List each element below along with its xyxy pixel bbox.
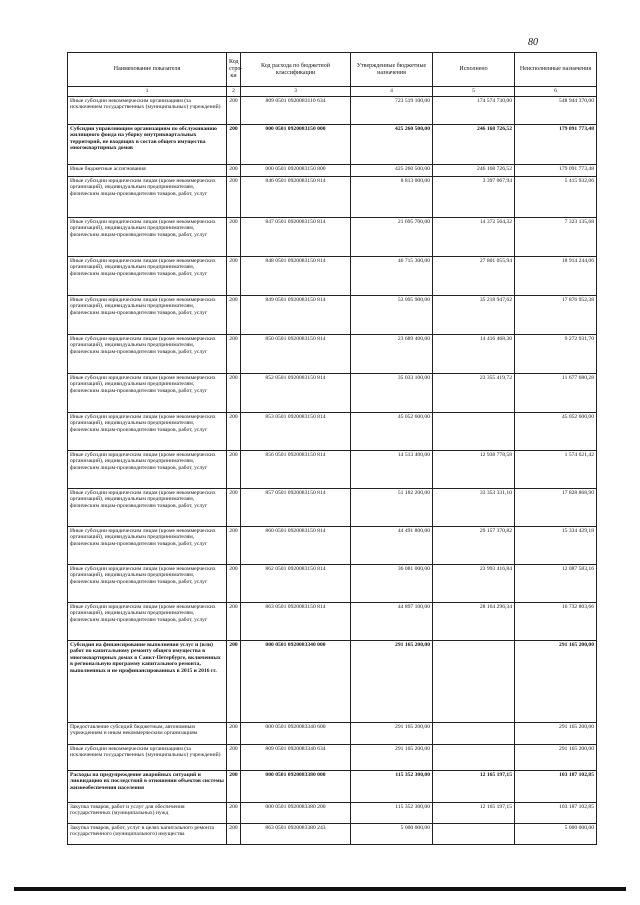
cell-code: 200 bbox=[227, 802, 241, 823]
cell-code: 200 bbox=[227, 412, 241, 450]
cell-name: Иные субсидии юридическим лицам (кроме некоммерческих организаций), индивидуальным предпринимателям, физическим лицам-производителям товаров, работ, услуг bbox=[68, 564, 227, 602]
cell-name: Иные субсидии юридическим лицам (кроме некоммерческих организаций), индивидуальным предпринимателям, физическим лицам-производителям товаров, работ, услуг bbox=[68, 217, 227, 256]
cell-name: Субсидии управляющим организациям по обслуживанию жилищного фонда на уборку внутриквартальных территорий, не входящих в состав общего имущества многоквартирных домов bbox=[68, 124, 227, 164]
cell-unexecuted: 17 828 868,90 bbox=[515, 488, 597, 526]
cell-bk: 846 0501 0920083150 814 bbox=[241, 176, 351, 217]
cell-unexecuted: 15 334 429,18 bbox=[515, 526, 597, 564]
cell-name: Иные субсидии юридическим лицам (кроме некоммерческих организаций), индивидуальным предпринимателям, физическим лицам-производителям товаров, работ, услуг bbox=[68, 526, 227, 564]
table-row bbox=[68, 823, 597, 844]
cell-executed: 23 993 416,84 bbox=[433, 564, 515, 602]
table-body bbox=[68, 96, 597, 844]
budget-execution-table bbox=[67, 52, 597, 845]
cell-approved: 291 165 200,00 bbox=[351, 722, 433, 744]
cell-code: 200 bbox=[227, 744, 241, 770]
cell-bk: 000 0501 0920083150 800 bbox=[241, 164, 351, 176]
table-row bbox=[68, 217, 597, 256]
header-executed: Исполнено bbox=[433, 53, 515, 87]
page-number: 80 bbox=[528, 37, 538, 48]
cell-unexecuted: 548 944 370,00 bbox=[515, 96, 597, 124]
cell-executed: 174 574 730,00 bbox=[433, 96, 515, 124]
cell-unexecuted: 18 914 244,06 bbox=[515, 256, 597, 295]
cell-unexecuted: 179 091 773,48 bbox=[515, 164, 597, 176]
cell-approved: 36 081 000,00 bbox=[351, 564, 433, 602]
cell-executed bbox=[433, 722, 515, 744]
cell-unexecuted: 17 876 952,38 bbox=[515, 295, 597, 334]
cell-unexecuted: 5 000 000,00 bbox=[515, 823, 597, 844]
cell-name: Расходы на предупреждение аварийных ситуаций и ликвидацию их последствий в отношении объектов системы жизнеобеспечения населения bbox=[68, 770, 227, 802]
cell-unexecuted: 7 323 135,68 bbox=[515, 217, 597, 256]
cell-approved: 8 813 000,00 bbox=[351, 176, 433, 217]
column-number-row bbox=[68, 87, 597, 97]
cell-code: 200 bbox=[227, 722, 241, 744]
cell-unexecuted: 12 087 583,16 bbox=[515, 564, 597, 602]
table-row bbox=[68, 295, 597, 334]
cell-unexecuted: 291 165 200,00 bbox=[515, 640, 597, 722]
cell-executed: 28 164 296,34 bbox=[433, 602, 515, 640]
cell-approved: 291 165 200,00 bbox=[351, 744, 433, 770]
cell-executed bbox=[433, 412, 515, 450]
header-name: Наименование показателя bbox=[68, 53, 227, 87]
cell-executed: 12 165 197,15 bbox=[433, 770, 515, 802]
cell-code: 200 bbox=[227, 823, 241, 844]
table-row bbox=[68, 176, 597, 217]
cell-approved: 425 260 500,00 bbox=[351, 124, 433, 164]
header-code: Код стро-ки bbox=[227, 53, 241, 87]
column-number: 5 bbox=[433, 87, 515, 97]
column-number: 2 bbox=[227, 87, 241, 97]
cell-code: 200 bbox=[227, 256, 241, 295]
header-bk: Код расхода по бюджетной классификации bbox=[241, 53, 351, 87]
cell-code: 200 bbox=[227, 450, 241, 488]
column-number: 4 bbox=[351, 87, 433, 97]
cell-executed: 12 165 197,15 bbox=[433, 802, 515, 823]
cell-name: Предоставление субсидий бюджетным, автономным учреждениям и иным некоммерческим организациям bbox=[68, 722, 227, 744]
cell-approved: 5 000 000,00 bbox=[351, 823, 433, 844]
table-row bbox=[68, 744, 597, 770]
cell-code: 200 bbox=[227, 770, 241, 802]
cell-name: Иные субсидии некоммерческим организациям (за исключением государственных (муниципальных) учреждений) bbox=[68, 96, 227, 124]
cell-name: Закупка товаров, работ, услуг в целях капитального ремонта государственного (муниципального) имущества bbox=[68, 823, 227, 844]
cell-unexecuted: 45 052 600,00 bbox=[515, 412, 597, 450]
table-row bbox=[68, 770, 597, 802]
cell-executed: 29 157 370,82 bbox=[433, 526, 515, 564]
cell-name: Иные субсидии юридическим лицам (кроме некоммерческих организаций), индивидуальным предпринимателям, физическим лицам-производителям товаров, работ, услуг bbox=[68, 295, 227, 334]
cell-approved: 53 095 900,00 bbox=[351, 295, 433, 334]
cell-approved: 46 715 300,00 bbox=[351, 256, 433, 295]
cell-bk: 863 0501 0920083150 814 bbox=[241, 602, 351, 640]
table-row bbox=[68, 412, 597, 450]
cell-bk: 000 0501 0920083380 000 bbox=[241, 770, 351, 802]
cell-name: Иные субсидии юридическим лицам (кроме некоммерческих организаций), индивидуальным предпринимателям, физическим лицам-производителям товаров, работ, услуг bbox=[68, 450, 227, 488]
cell-unexecuted: 179 091 773,48 bbox=[515, 124, 597, 164]
column-number: 6 bbox=[515, 87, 597, 97]
cell-name: Иные субсидии юридическим лицам (кроме некоммерческих организаций), индивидуальным предпринимателям, физическим лицам-производителям товаров, работ, услуг bbox=[68, 176, 227, 217]
cell-bk: 000 0501 0920083150 000 bbox=[241, 124, 351, 164]
cell-code: 200 bbox=[227, 96, 241, 124]
cell-bk: 857 0501 0920083150 814 bbox=[241, 488, 351, 526]
cell-bk: 860 0501 0920083150 814 bbox=[241, 526, 351, 564]
cell-unexecuted: 103 187 102,85 bbox=[515, 802, 597, 823]
cell-bk: 809 0501 0920083340 634 bbox=[241, 744, 351, 770]
cell-executed: 27 801 055,94 bbox=[433, 256, 515, 295]
cell-name: Иные субсидии некоммерческим организациям (за исключением государственных (муниципальных) учреждений) bbox=[68, 744, 227, 770]
cell-executed bbox=[433, 823, 515, 844]
cell-bk: 000 0501 0920083340 000 bbox=[241, 640, 351, 722]
cell-code: 200 bbox=[227, 217, 241, 256]
table-row bbox=[68, 526, 597, 564]
table-row bbox=[68, 602, 597, 640]
cell-approved: 14 513 400,00 bbox=[351, 450, 433, 488]
cell-bk: 863 0501 0920083380 243 bbox=[241, 823, 351, 844]
cell-executed bbox=[433, 744, 515, 770]
cell-name: Субсидия на финансирование выполнения услуг и (или) работ по капитальному ремонту общего имущества в многоквартирных домах в Санкт-Петербурге, включенных в региональную программу капитального ремонта, выполненных и не профинансированных в 2015 и 2016 гг. bbox=[68, 640, 227, 722]
cell-approved: 44 491 800,00 bbox=[351, 526, 433, 564]
cell-approved: 723 519 100,00 bbox=[351, 96, 433, 124]
table-row bbox=[68, 722, 597, 744]
cell-bk: 848 0501 0920083150 814 bbox=[241, 256, 351, 295]
cell-approved: 44 897 100,00 bbox=[351, 602, 433, 640]
column-number: 3 bbox=[241, 87, 351, 97]
cell-bk: 000 0501 0920083380 200 bbox=[241, 802, 351, 823]
cell-unexecuted: 5 415 932,06 bbox=[515, 176, 597, 217]
cell-bk: 809 0501 0920083110 634 bbox=[241, 96, 351, 124]
cell-code: 200 bbox=[227, 295, 241, 334]
table-row bbox=[68, 256, 597, 295]
table-row bbox=[68, 488, 597, 526]
cell-approved: 115 352 300,00 bbox=[351, 770, 433, 802]
table-row bbox=[68, 564, 597, 602]
table-header-row bbox=[68, 53, 597, 87]
cell-code: 200 bbox=[227, 176, 241, 217]
cell-code: 200 bbox=[227, 526, 241, 564]
cell-code: 200 bbox=[227, 564, 241, 602]
cell-executed: 14 416 468,30 bbox=[433, 334, 515, 373]
cell-executed: 12 938 778,58 bbox=[433, 450, 515, 488]
cell-executed: 23 355 419,72 bbox=[433, 373, 515, 412]
cell-executed: 246 168 726,52 bbox=[433, 164, 515, 176]
header-approved: Утвержденные бюджетные назначения bbox=[351, 53, 433, 87]
table-row bbox=[68, 373, 597, 412]
cell-code: 200 bbox=[227, 602, 241, 640]
cell-unexecuted: 11 677 680,28 bbox=[515, 373, 597, 412]
cell-code: 200 bbox=[227, 334, 241, 373]
cell-approved: 21 695 700,00 bbox=[351, 217, 433, 256]
cell-bk: 853 0501 0920083150 814 bbox=[241, 412, 351, 450]
cell-bk: 849 0501 0920083150 814 bbox=[241, 295, 351, 334]
cell-name: Иные субсидии юридическим лицам (кроме некоммерческих организаций), индивидуальным предпринимателям, физическим лицам-производителям товаров, работ, услуг bbox=[68, 602, 227, 640]
cell-approved: 291 165 200,00 bbox=[351, 640, 433, 722]
table-row bbox=[68, 124, 597, 164]
cell-name: Закупка товаров, работ и услуг для обеспечения государственных (муниципальных) нужд bbox=[68, 802, 227, 823]
cell-approved: 23 689 400,00 bbox=[351, 334, 433, 373]
table-row bbox=[68, 450, 597, 488]
cell-name: Иные субсидии юридическим лицам (кроме некоммерческих организаций), индивидуальным предпринимателям, физическим лицам-производителям товаров, работ, услуг bbox=[68, 488, 227, 526]
cell-unexecuted: 9 272 931,70 bbox=[515, 334, 597, 373]
cell-approved: 45 052 600,00 bbox=[351, 412, 433, 450]
cell-name: Иные субсидии юридическим лицам (кроме некоммерческих организаций), индивидуальным предпринимателям, физическим лицам-производителям товаров, работ, услуг bbox=[68, 412, 227, 450]
header-unexecuted: Неисполненные назначения bbox=[515, 53, 597, 87]
cell-executed: 35 218 947,62 bbox=[433, 295, 515, 334]
cell-bk: 850 0501 0920083150 814 bbox=[241, 334, 351, 373]
cell-unexecuted: 1 574 621,42 bbox=[515, 450, 597, 488]
cell-unexecuted: 291 165 200,00 bbox=[515, 744, 597, 770]
cell-bk: 862 0501 0920083150 814 bbox=[241, 564, 351, 602]
cell-bk: 000 0501 0920083340 600 bbox=[241, 722, 351, 744]
cell-name: Иные субсидии юридическим лицам (кроме некоммерческих организаций), индивидуальным предпринимателям, физическим лицам-производителям товаров, работ, услуг bbox=[68, 334, 227, 373]
cell-executed: 14 372 564,32 bbox=[433, 217, 515, 256]
cell-unexecuted: 291 165 200,00 bbox=[515, 722, 597, 744]
cell-bk: 856 0501 0920083150 814 bbox=[241, 450, 351, 488]
table-row bbox=[68, 96, 597, 124]
table-row bbox=[68, 640, 597, 722]
cell-code: 200 bbox=[227, 640, 241, 722]
cell-executed: 246 168 726,52 bbox=[433, 124, 515, 164]
cell-approved: 425 260 500,00 bbox=[351, 164, 433, 176]
cell-code: 200 bbox=[227, 373, 241, 412]
cell-approved: 115 352 300,00 bbox=[351, 802, 433, 823]
cell-bk: 847 0501 0920083150 814 bbox=[241, 217, 351, 256]
cell-unexecuted: 16 732 803,66 bbox=[515, 602, 597, 640]
cell-code: 200 bbox=[227, 164, 241, 176]
cell-name: Иные бюджетные ассигнования bbox=[68, 164, 227, 176]
table-row bbox=[68, 164, 597, 176]
cell-executed: 3 397 067,94 bbox=[433, 176, 515, 217]
cell-executed bbox=[433, 640, 515, 722]
cell-executed: 33 353 331,10 bbox=[433, 488, 515, 526]
column-number: 1 bbox=[68, 87, 227, 97]
table-row bbox=[68, 334, 597, 373]
cell-code: 200 bbox=[227, 488, 241, 526]
cell-bk: 852 0501 0920083150 814 bbox=[241, 373, 351, 412]
cell-approved: 51 182 200,00 bbox=[351, 488, 433, 526]
cell-approved: 35 033 100,00 bbox=[351, 373, 433, 412]
cell-code: 200 bbox=[227, 124, 241, 164]
cell-name: Иные субсидии юридическим лицам (кроме некоммерческих организаций), индивидуальным предпринимателям, физическим лицам-производителям товаров, работ, услуг bbox=[68, 256, 227, 295]
cell-name: Иные субсидии юридическим лицам (кроме некоммерческих организаций), индивидуальным предпринимателям, физическим лицам-производителям товаров, работ, услуг bbox=[68, 373, 227, 412]
table-row bbox=[68, 802, 597, 823]
scan-edge-bar bbox=[14, 887, 626, 891]
cell-unexecuted: 103 187 102,85 bbox=[515, 770, 597, 802]
